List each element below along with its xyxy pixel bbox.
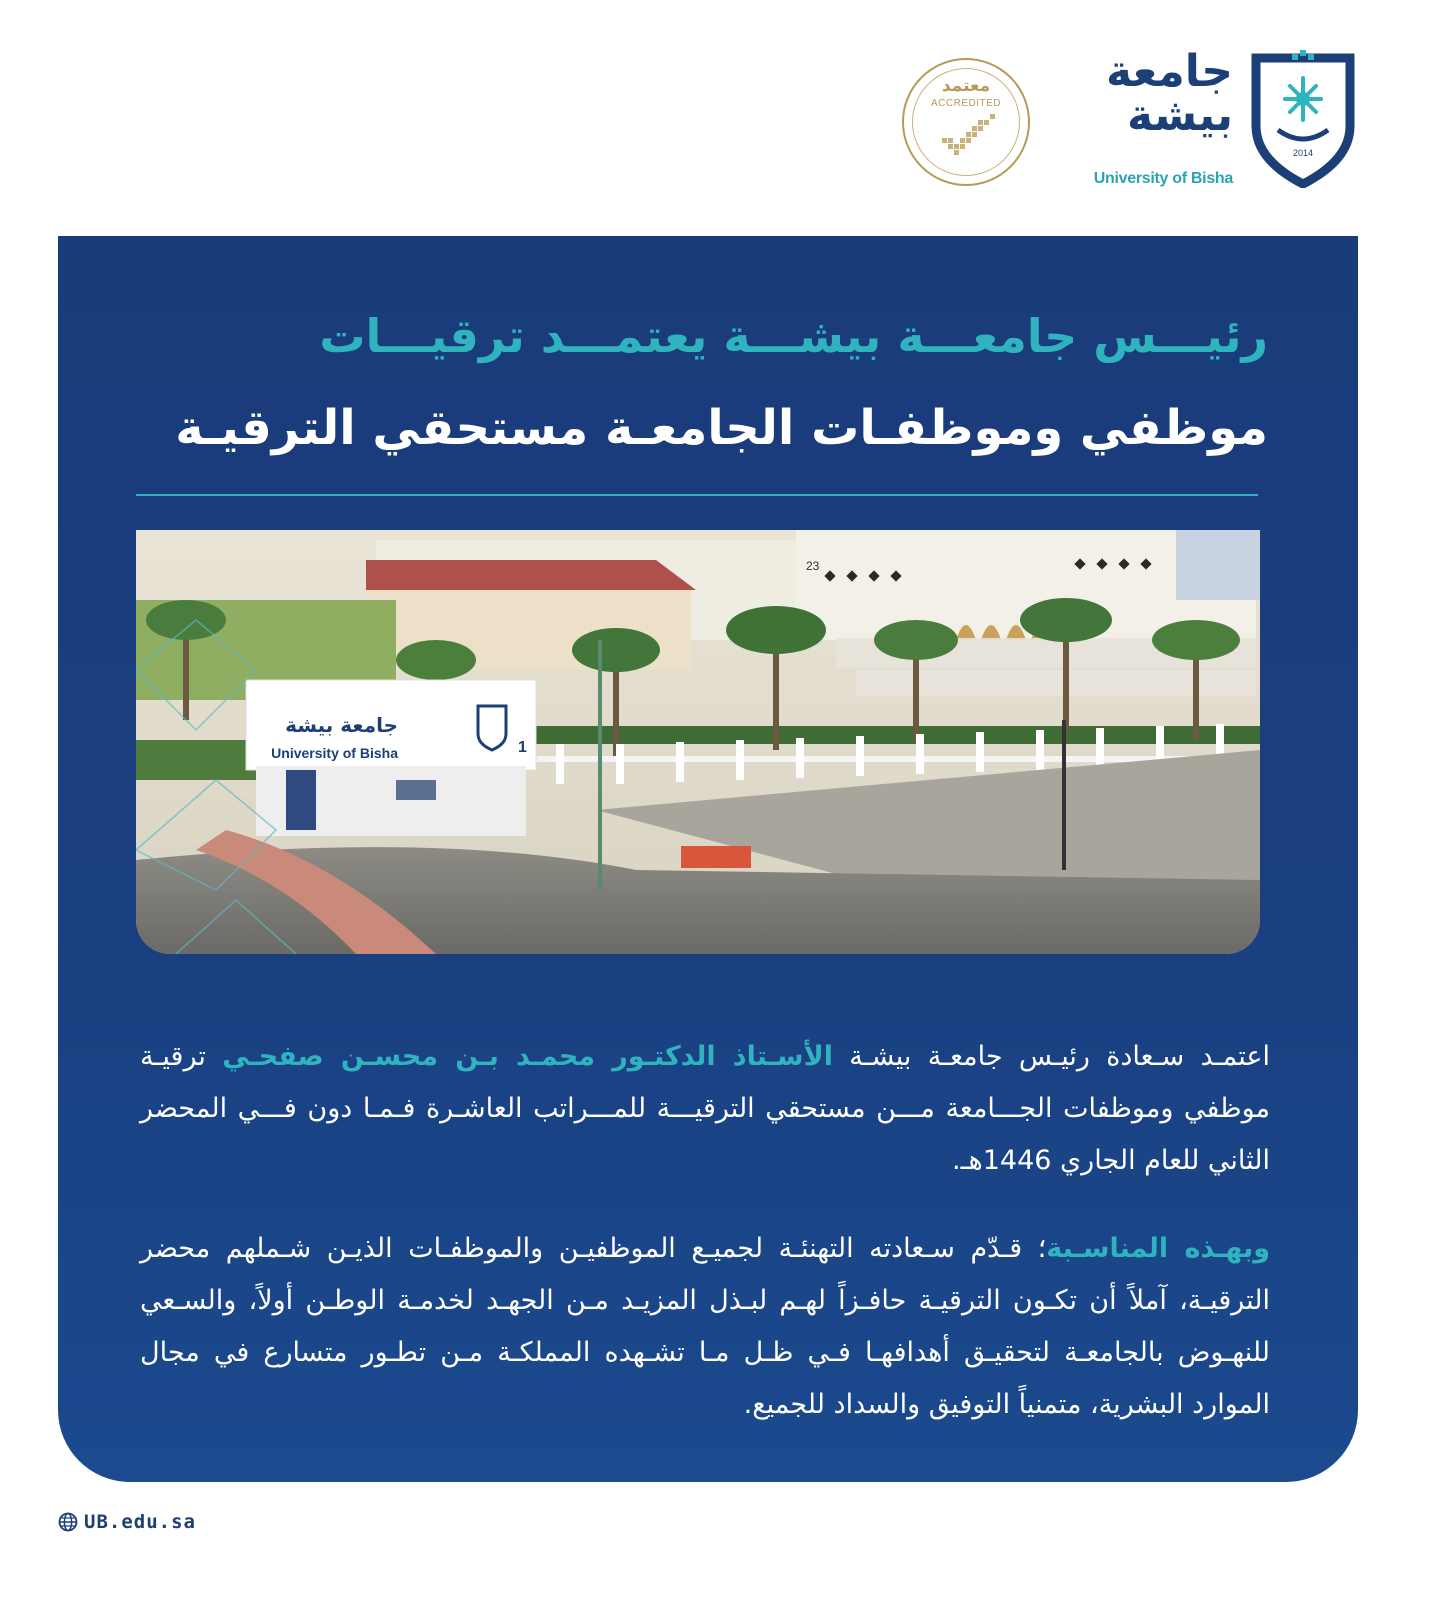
news-card — [58, 236, 1358, 1482]
university-shield-icon — [1248, 48, 1358, 188]
logo-arabic-line2: بيشة — [1127, 90, 1233, 141]
logo-english-wordmark: University of Bisha — [1093, 170, 1233, 187]
occasion-label: وبهـذه المناسـبة — [1046, 1233, 1270, 1264]
announcement-body: ترقيـة موظفي وموظفات الجـــامعة مـــن مستحقي الترقيـــة للمـــراتب العاشـرة فـمـا دون فـــي المحضر الثاني للعام الجاري 1446هـ. — [140, 1041, 1270, 1176]
svg-text:23: 23 — [806, 559, 820, 573]
congratulation-paragraph — [140, 1223, 1270, 1431]
globe-icon — [58, 1512, 78, 1532]
website-link[interactable]: UB.edu.sa — [84, 1511, 196, 1533]
footer — [58, 1508, 196, 1536]
accreditation-arabic-label: معتمد — [941, 76, 991, 96]
svg-text:جامعة بيشة: جامعة بيشة — [285, 713, 398, 737]
svg-text:1: 1 — [518, 739, 527, 756]
accreditation-english-label: ACCREDITED — [930, 98, 1001, 109]
president-name: الأسـتاذ الدكتـور محمـد بـن محسـن صفحـي — [222, 1041, 833, 1072]
congratulation-body: ؛ قـدّم سـعادته التهنئـة لجميـع الموظفيـن والموظفـات الذيـن شـملهم محضر الترقيـة، آملاً أن تكـون الترقيـة حافـزاً لهـم لبـذل المزيـد مـن الجهـد لخدمـة الوطـن أولاً، والسـعي للنهـوض بالجامعـة لتحقيـق أهدافهـا فـي ظـل مـا تشـهده المملكـة مـن تطـور متسارع في مجال الموارد البشرية، متمنياً التوفيق والسداد للجميع. — [140, 1233, 1270, 1420]
headline-line2: موظفي وموظفـات الجامعـة مستحقي الترقيـة — [175, 400, 1268, 456]
logo-arabic-wordmark — [1083, 46, 1233, 141]
announcement-intro: اعتمـد سـعادة رئيـس جامعـة بيشـة — [832, 1041, 1270, 1072]
campus-photo-illustration — [136, 530, 1260, 954]
headline-divider — [136, 494, 1258, 496]
accreditation-seal-icon — [902, 58, 1030, 186]
campus-gate-photo — [136, 530, 1260, 954]
header — [0, 0, 1440, 230]
headline-line1: رئيـــس جامعـــة بيشـــة يعتمـــد ترقيـــات — [319, 309, 1268, 363]
svg-text:2014: 2014 — [1292, 148, 1314, 158]
checkmark-icon — [938, 112, 996, 160]
announcement-paragraph — [140, 1031, 1270, 1187]
svg-text:University of Bisha: University of Bisha — [271, 745, 398, 761]
logo-arabic-line1: جامعة — [1106, 46, 1233, 97]
university-logo[interactable] — [1068, 48, 1358, 198]
